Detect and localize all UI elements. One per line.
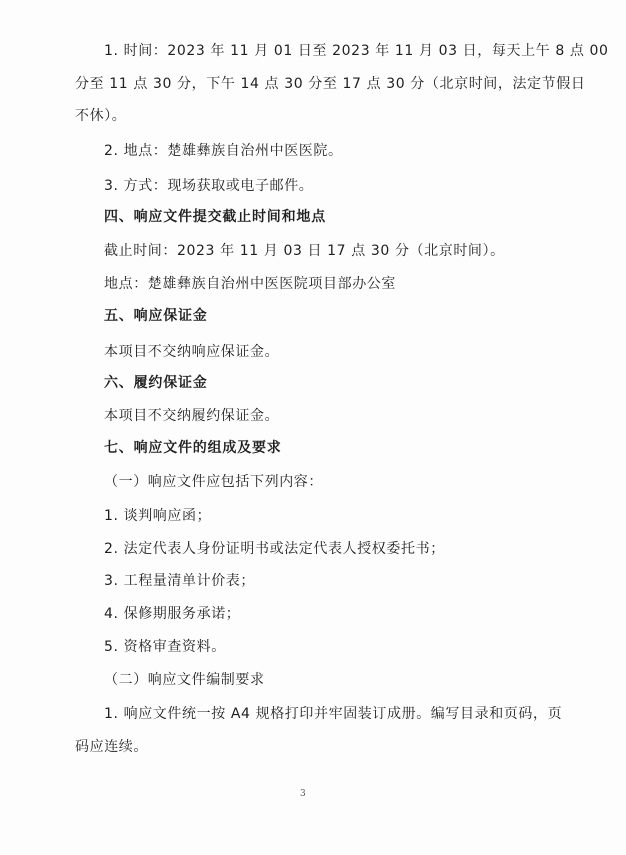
subsection-2-heading: （二）响应文件编制要求 [104,672,265,688]
section-heading-5: 五、响应保证金 [104,308,208,324]
deadline-line: 截止时间：2023 年 11 月 03 日 17 点 30 分（北京时间）。 [104,243,505,259]
page-number: 3 [300,789,306,799]
list-item: 2. 法定代表人身份证明书或法定代表人授权委托书； [104,541,445,557]
time-line-2: 分至 11 点 30 分，下午 14 点 30 分至 17 点 30 分（北京时间，法定节假日 [75,76,586,92]
location-line: 2. 地点：楚雄彝族自治州中医医院。 [104,143,343,159]
list-item: 3. 工程量清单计价表； [104,573,256,589]
list-item: 4. 保修期服务承诺； [104,606,241,622]
submission-location-line: 地点：楚雄彝族自治州中医医院项目部办公室 [104,276,396,292]
section-heading-7: 七、响应文件的组成及要求 [104,440,282,456]
section-heading-4: 四、响应文件提交截止时间和地点 [104,209,326,225]
subsection-1-heading: （一）响应文件应包括下列内容： [104,474,323,490]
requirement-line-2: 码应连续。 [75,739,148,755]
time-line-3: 不休）。 [75,108,127,124]
list-item: 5. 资格审查资料。 [104,639,226,655]
method-line: 3. 方式：现场获取或电子邮件。 [104,178,314,194]
list-item: 1. 谈判响应函； [104,508,212,524]
section-heading-6: 六、履约保证金 [104,375,208,391]
requirement-line-1: 1. 响应文件统一按 A4 规格打印并牢固装订成册。编写目录和页码，页 [104,706,563,722]
response-deposit-text: 本项目不交纳响应保证金。 [104,344,280,360]
time-line-1: 1. 时间：2023 年 11 月 01 日至 2023 年 11 月 03 日，每天上午 8 点 00 [104,43,609,59]
performance-deposit-text: 本项目不交纳履约保证金。 [104,408,280,424]
